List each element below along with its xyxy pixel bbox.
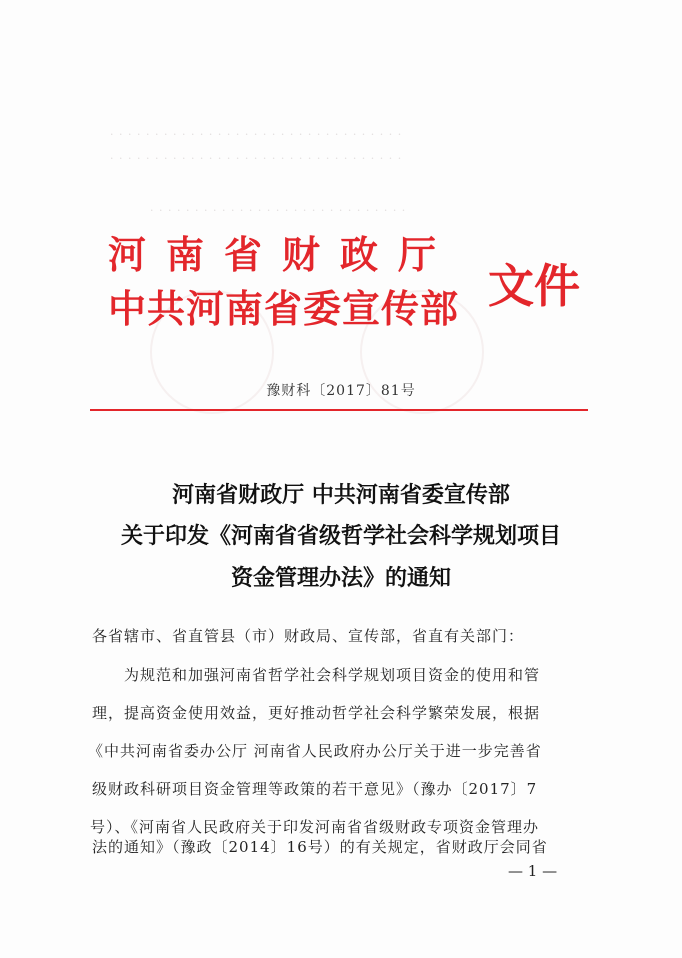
issuer-name-propaganda-dept: 中共河南省委宣传部 <box>108 286 460 331</box>
paragraph-line: 法的通知》（豫政〔2014〕16号）的有关规定，省财政厅会同省 <box>92 838 548 856</box>
show-through-text: · · · · · · · · · · · · · · · · · · · · · · · · · · · · · · · · · <box>110 128 403 141</box>
red-divider-line <box>90 409 588 411</box>
paragraph-line: 级财政科研项目资金管理等政策的若干意见》（豫办〔2017〕7 <box>92 780 538 798</box>
document-number: 豫财科〔2017〕81号 <box>266 383 416 399</box>
issuer-name-finance-dept: 河南省财政厅 <box>108 232 457 277</box>
issuer-header <box>108 220 588 330</box>
notice-title-line-3: 资金管理办法》的通知 <box>230 566 451 591</box>
paragraph-line: 理，提高资金使用效益，更好推动哲学社会科学繁荣发展，根据 <box>92 704 541 722</box>
paragraph-line: 为规范和加强河南省哲学社会科学规划项目资金的使用和管 <box>124 666 541 684</box>
show-through-text: · · · · · · · · · · · · · · · · · · · · · · · · · · · · · · · · · <box>110 152 403 165</box>
addressee-line: 各省辖市、省直管县（市）财政局、宣传部，省直有关部门： <box>92 627 525 645</box>
document-label: 文件 <box>488 259 580 313</box>
paragraph-line: 号）、《河南省人民政府关于印发河南省省级财政专项资金管理办 <box>90 818 540 836</box>
page-number: — 1 — <box>508 862 558 880</box>
notice-title-line-1: 河南省财政厅 中共河南省委宣传部 <box>172 483 510 508</box>
paragraph-line: 《中共河南省委办公厅 河南省人民政府办公厅关于进一步完善省 <box>88 742 542 760</box>
show-through-text: · · · · · · · · · · · · · · · · · · · · · · · · · · · · · <box>150 204 407 217</box>
notice-title-line-2: 关于印发《河南省省级哲学社会科学规划项目 <box>120 524 561 549</box>
